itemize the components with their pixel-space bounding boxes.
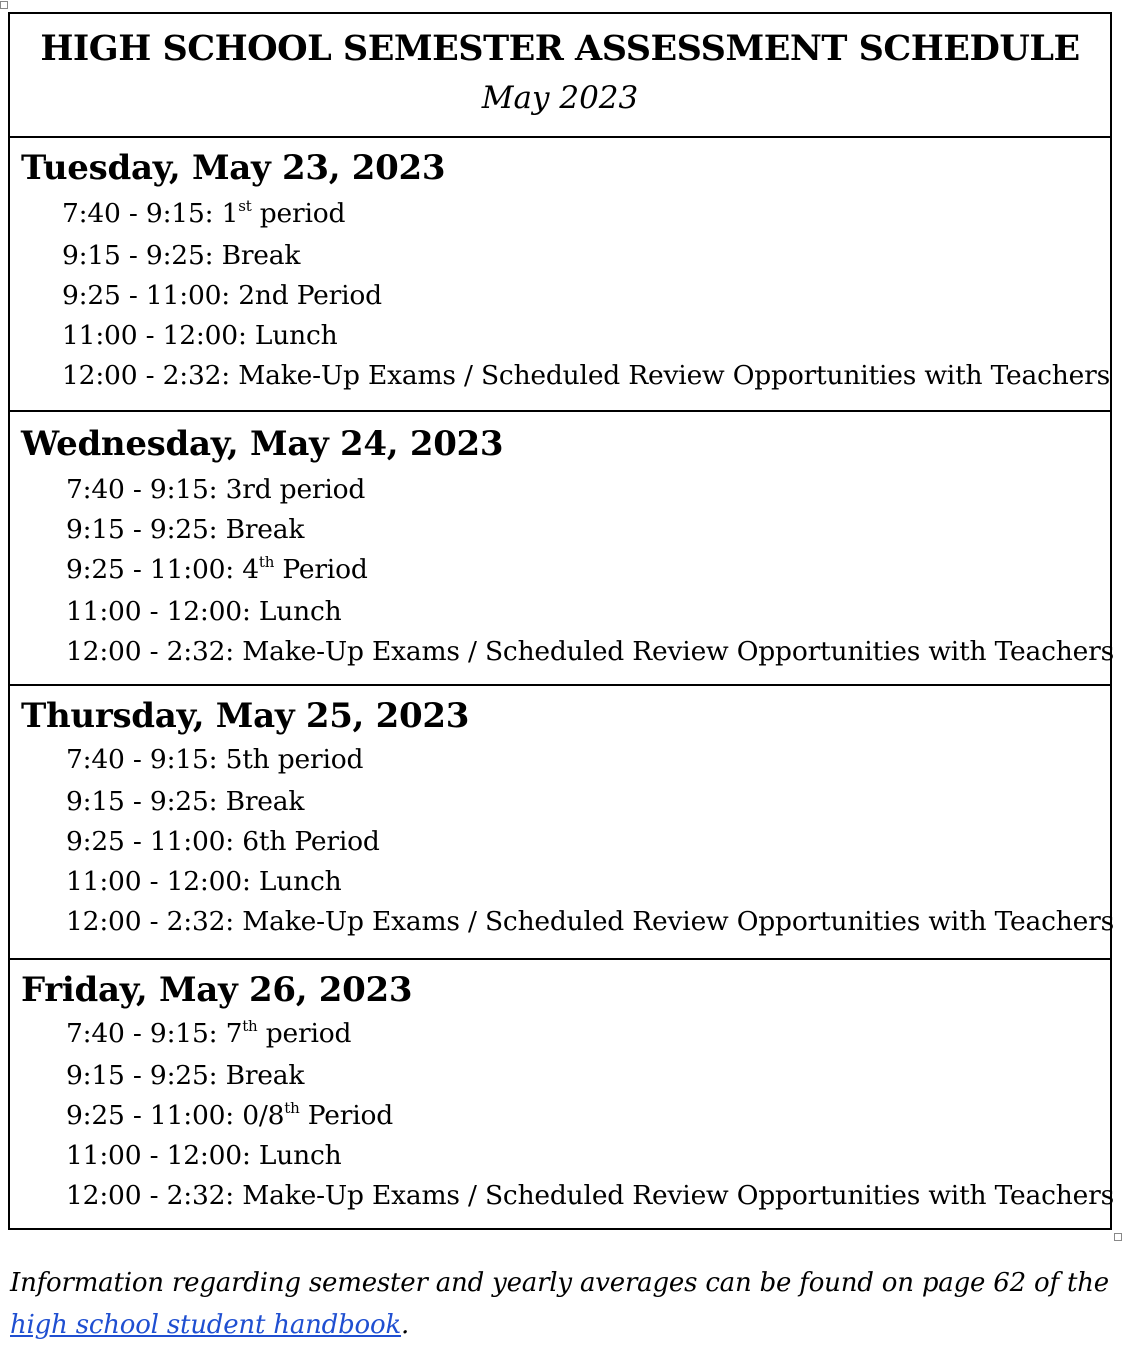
day-cell-friday bbox=[10, 960, 1114, 1228]
schedule-slot: 11:00 - 12:00: Lunch bbox=[66, 596, 342, 627]
schedule-table bbox=[8, 12, 1112, 1230]
schedule-slot: 11:00 - 12:00: Lunch bbox=[66, 866, 342, 897]
schedule-slot: 12:00 - 2:32: Make-Up Exams / Scheduled Review Opportunities with Teachers bbox=[62, 360, 1110, 391]
table-header-cell bbox=[10, 14, 1110, 138]
schedule-slot: 11:00 - 12:00: Lunch bbox=[66, 1140, 342, 1171]
schedule-slot: 9:15 - 9:25: Break bbox=[66, 1060, 305, 1091]
footer-text: Information regarding semester and yearly averages can be found on page 62 of the bbox=[10, 1268, 1109, 1298]
day-cell-wednesday bbox=[10, 412, 1114, 686]
day-heading: Wednesday, May 24, 2023 bbox=[21, 424, 504, 464]
schedule-slot: 9:15 - 9:25: Break bbox=[62, 240, 301, 271]
day-heading: Friday, May 26, 2023 bbox=[21, 970, 413, 1010]
schedule-subtitle: May 2023 bbox=[481, 80, 639, 116]
table-resize-handle[interactable] bbox=[1114, 1233, 1122, 1241]
schedule-slot: 9:15 - 9:25: Break bbox=[66, 514, 305, 545]
schedule-slot: 9:25 - 11:00: 2nd Period bbox=[62, 280, 382, 311]
schedule-slot: 9:15 - 9:25: Break bbox=[66, 786, 305, 817]
schedule-slot: 7:40 - 9:15: 5th period bbox=[66, 744, 364, 775]
day-heading: Tuesday, May 23, 2023 bbox=[21, 148, 446, 188]
schedule-slot: 12:00 - 2:32: Make-Up Exams / Scheduled Review Opportunities with Teachers bbox=[66, 906, 1114, 937]
schedule-slot: 7:40 - 9:15: 7th period bbox=[66, 1017, 352, 1049]
schedule-slot: 7:40 - 9:15: 3rd period bbox=[66, 474, 366, 505]
handbook-link[interactable]: high school student handbook bbox=[10, 1310, 402, 1340]
schedule-slot: 12:00 - 2:32: Make-Up Exams / Scheduled Review Opportunities with Teachers bbox=[66, 1180, 1114, 1211]
footer-period: . bbox=[401, 1310, 410, 1340]
schedule-slot: 9:25 - 11:00: 6th Period bbox=[66, 826, 380, 857]
schedule-slot: 12:00 - 2:32: Make-Up Exams / Scheduled Review Opportunities with Teachers bbox=[66, 636, 1114, 667]
schedule-slot: 11:00 - 12:00: Lunch bbox=[62, 320, 338, 351]
day-cell-thursday bbox=[10, 686, 1114, 960]
schedule-slot: 9:25 - 11:00: 0/8th Period bbox=[66, 1099, 393, 1131]
footer-note bbox=[10, 1262, 1110, 1346]
schedule-slot: 7:40 - 9:15: 1st period bbox=[62, 197, 346, 229]
day-heading: Thursday, May 25, 2023 bbox=[21, 696, 470, 736]
table-move-handle[interactable] bbox=[0, 1, 8, 9]
day-cell-tuesday bbox=[10, 138, 1110, 412]
schedule-slot: 9:25 - 11:00: 4th Period bbox=[66, 553, 368, 585]
schedule-title: HIGH SCHOOL SEMESTER ASSESSMENT SCHEDULE bbox=[40, 28, 1080, 69]
